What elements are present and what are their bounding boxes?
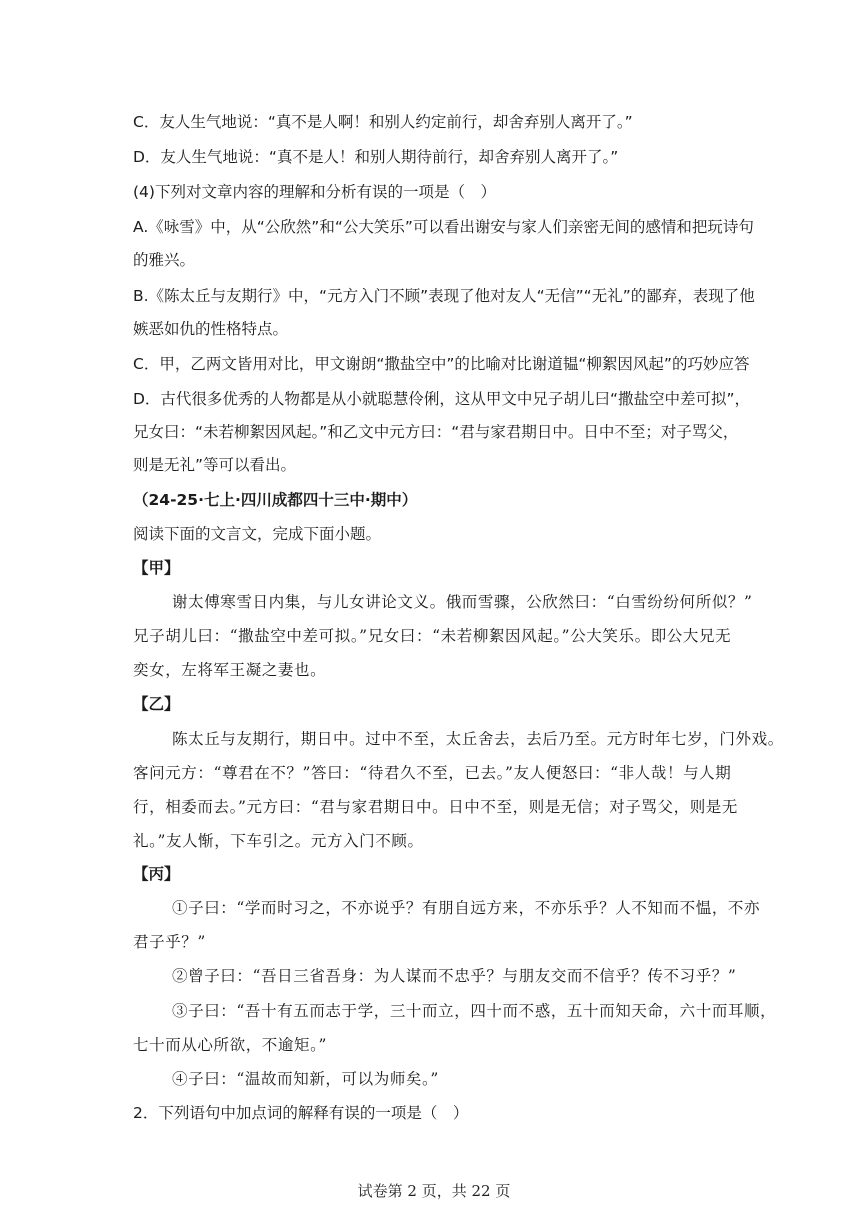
q4-option-a-line1: A.《咏雪》中，从“公欣然”和“公大笑乐”可以看出谢安与家人们亲密无间的感情和把玩诗句	[133, 218, 754, 236]
passage-jia-line3: 奕女，左将军王凝之妻也。	[133, 661, 327, 679]
passage-yi-line4: 礼。”友人惭，下车引之。元方入门不顾。	[133, 832, 424, 850]
passage-bing-line2: 君子乎？”	[133, 933, 206, 951]
passage-bing-line3: ②曾子曰：“吾日三省吾身：为人谋而不忠乎？与朋友交而不信乎？传不习乎？”	[172, 967, 737, 985]
section-instruction: 阅读下面的文言文，完成下面小题。	[133, 525, 382, 543]
passage-jia-label: 【甲】	[133, 559, 180, 577]
passage-yi-label: 【乙】	[133, 695, 180, 713]
q3-option-d: D．友人生气地说：“真不是人！和别人期待前行，却舍弃别人离开了。”	[133, 148, 619, 166]
passage-bing-line4: ③子曰：“吾十有五而志于学，三十而立，四十而不惑，五十而知天命，六十而耳顺，	[172, 1002, 777, 1020]
q3-option-c: C．友人生气地说：“真不是人啊！和别人约定前行，却舍弃别人离开了。”	[133, 113, 633, 131]
q4-option-d-line2: 兄女曰：“未若柳絮因风起。”和乙文中元方曰：“君与家君期日中。日中不至；对子骂父，	[133, 423, 739, 441]
q2-stem: 2．下列语句中加点词的解释有误的一项是（ ）	[133, 1104, 469, 1122]
passage-yi-line3: 行，相委而去。”元方曰：“君与家君期日中。日中不至，则是无信；对子骂父，则是无	[133, 798, 739, 816]
q4-option-c: C．甲，乙两文皆用对比，甲文谢朗“撒盐空中”的比喻对比谢道韫“柳絮因风起”的巧妙应答	[133, 355, 750, 373]
q4-option-d-line1: D．古代很多优秀的人物都是从小就聪慧伶俐，这从甲文中兄子胡儿曰“撒盐空中差可拟”，	[133, 390, 750, 408]
q4-option-d-line3: 则是无礼”等可以看出。	[133, 456, 297, 474]
section-source: （24-25·七上·四川成都四十三中·期中）	[133, 491, 418, 509]
passage-bing-line1: ①子曰：“学而时习之，不亦说乎？有朋自远方来，不亦乐乎？人不知而不愠，不亦	[172, 899, 761, 917]
q4-option-b-line1: B.《陈太丘与友期行》中，“元方入门不顾”表现了他对友人“无信”“无礼”的鄙弃，表现了他	[133, 287, 755, 305]
passage-bing-label: 【丙】	[133, 865, 180, 883]
page-footer: 试卷第 2 页，共 22 页	[357, 1182, 511, 1200]
passage-yi-line2: 客问元方：“尊君在不？”答曰：“待君久不至，已去。”友人便怒曰：“非人哉！与人期	[133, 764, 732, 782]
passage-bing-line6: ④子曰：“温故而知新，可以为师矣。”	[172, 1070, 439, 1088]
q4-option-b-line2: 嫉恶如仇的性格特点。	[133, 320, 289, 338]
passage-bing-line5: 七十而从心所欲，不逾矩。”	[133, 1036, 327, 1054]
q4-stem: (4)下列对文章内容的理解和分析有误的一项是（ ）	[133, 183, 496, 201]
passage-jia-line1: 谢太傅寒雪日内集，与儿女讲论文义。俄而雪骤，公欣然曰：“白雪纷纷何所似？”	[172, 593, 753, 611]
passage-jia-line2: 兄子胡儿曰：“撒盐空中差可拟。”兄女曰：“未若柳絮因风起。”公大笑乐。即公大兄无	[133, 627, 732, 645]
q4-option-a-line2: 的雅兴。	[133, 251, 196, 269]
passage-yi-line1: 陈太丘与友期行，期日中。过中不至，太丘舍去，去后乃至。元方时年七岁，门外戏。	[172, 730, 784, 748]
